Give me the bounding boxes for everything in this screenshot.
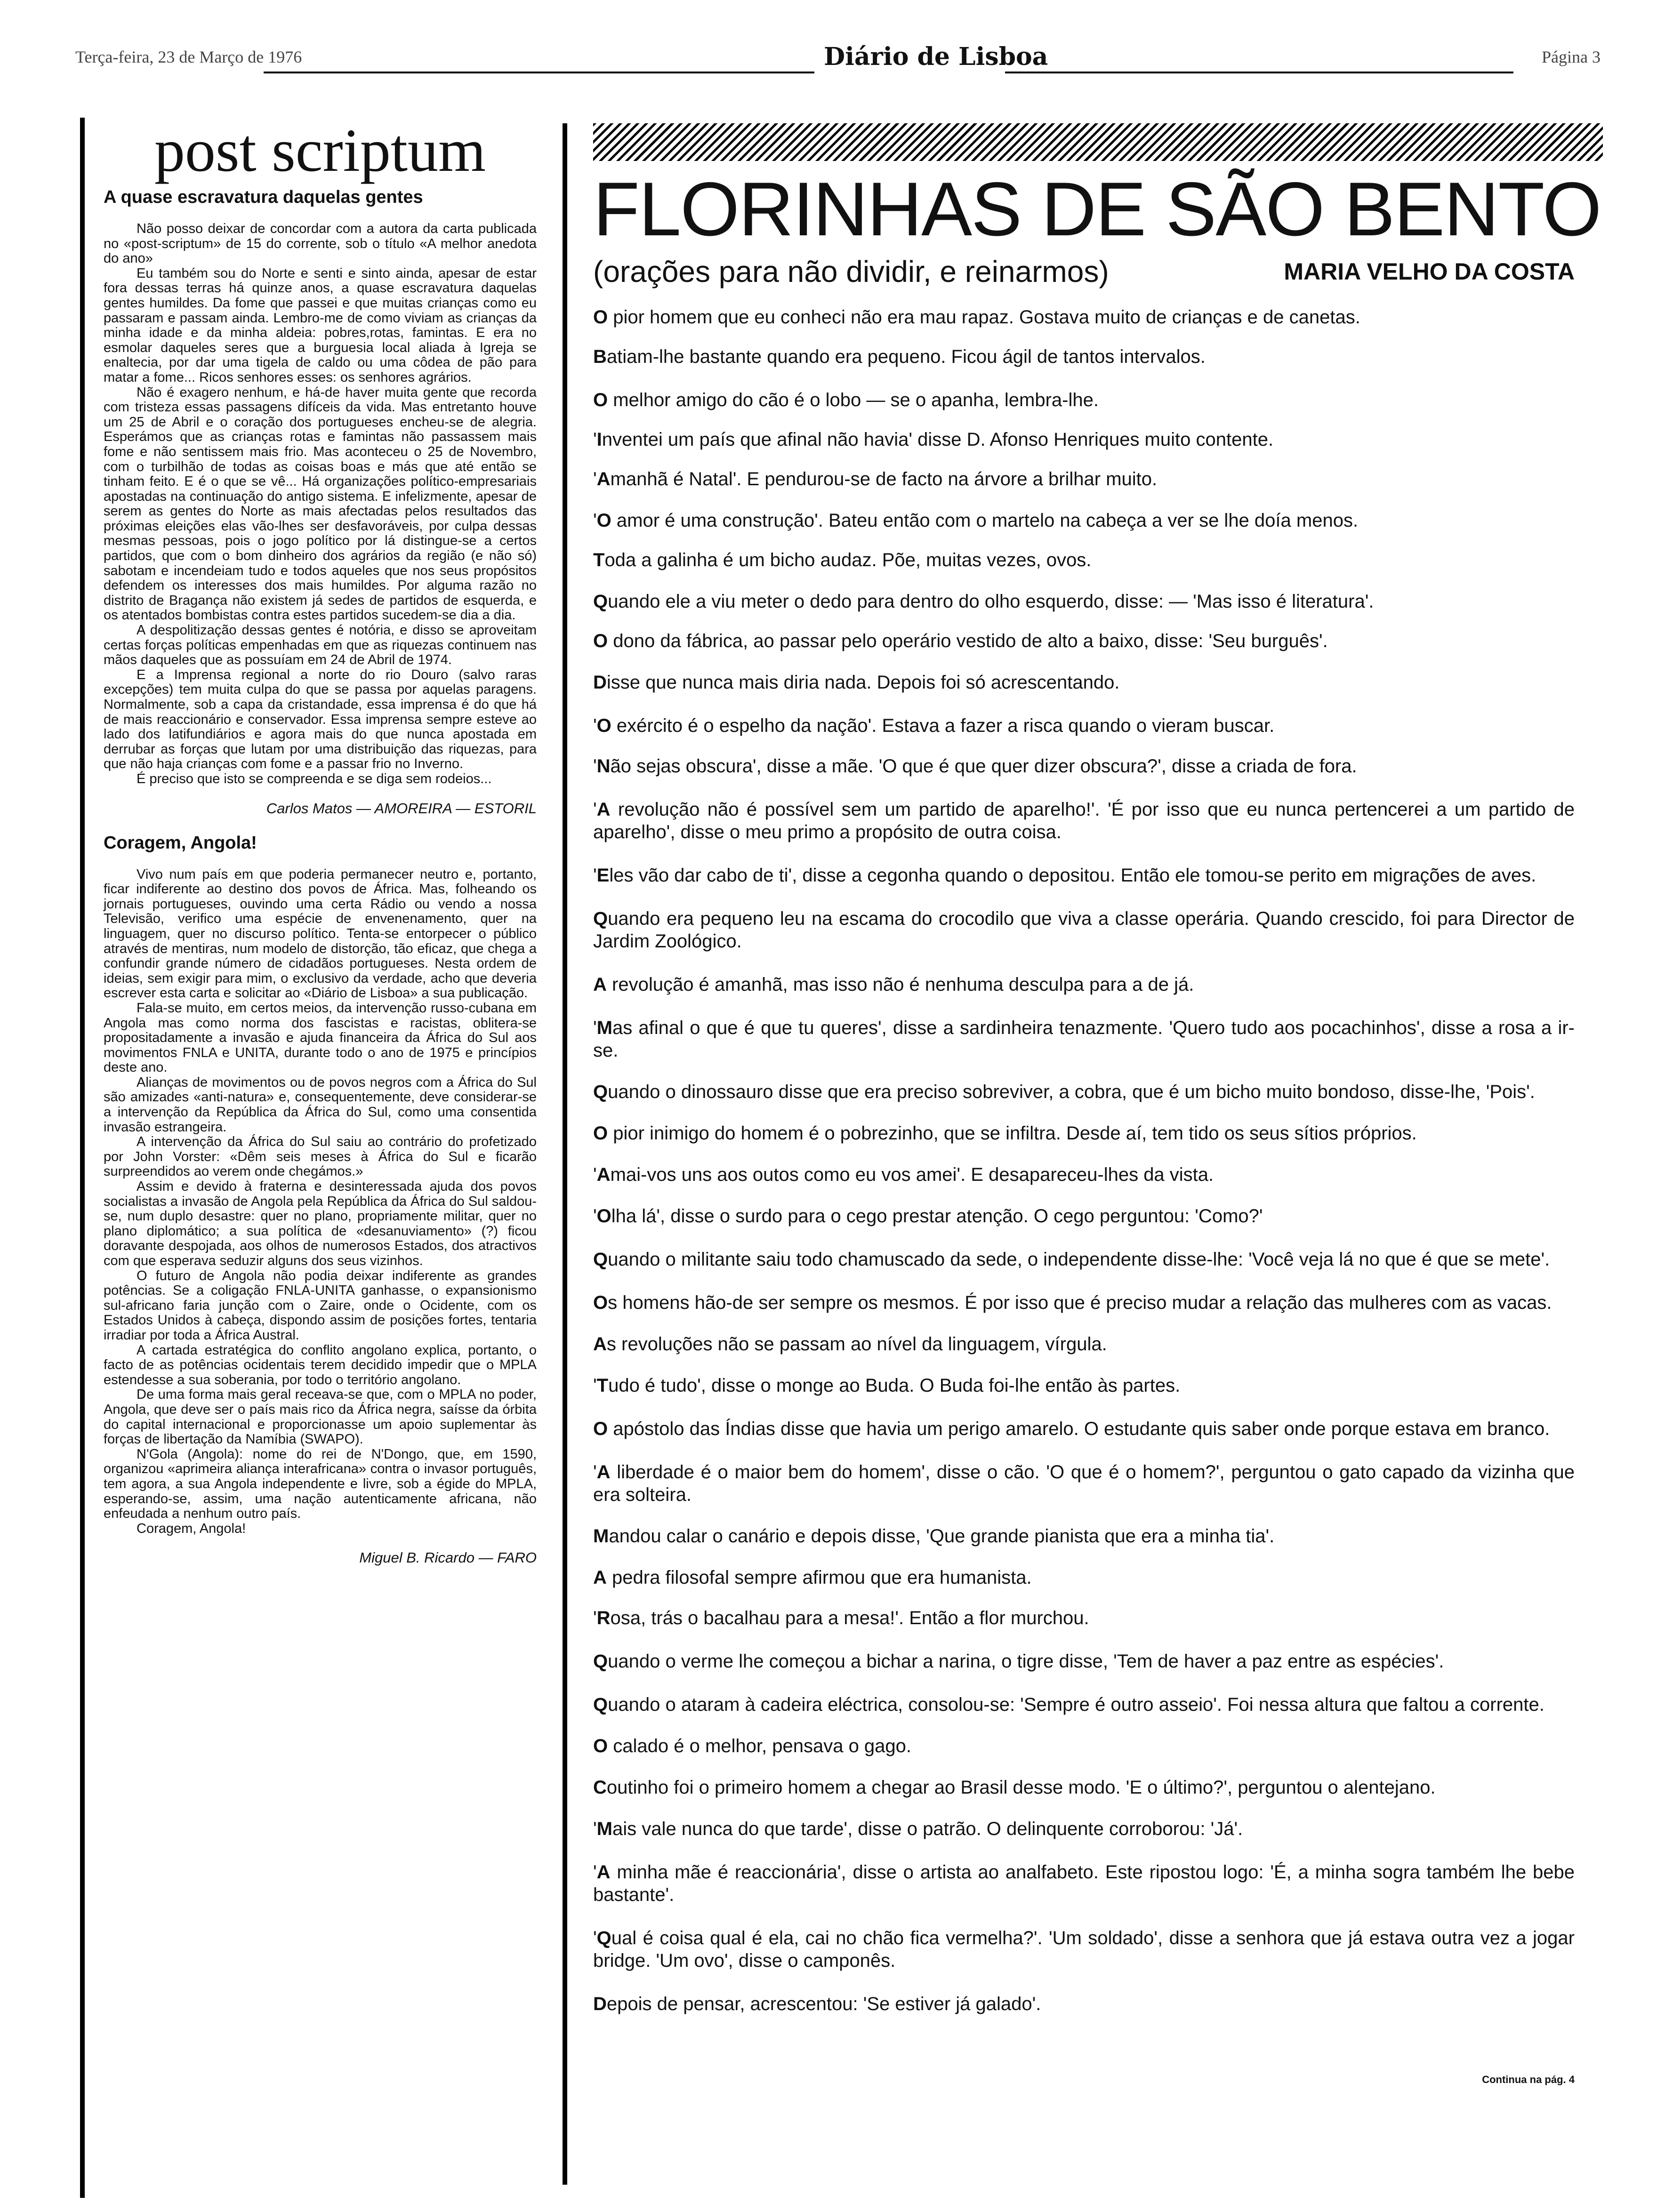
aphorism-item: O pior inimigo do homem é o pobrezinho, que se infiltra. Desde aí, tem tido os seus sítios próprios.	[593, 1123, 1417, 1144]
aphorism-item: 'O amor é uma construção'. Bateu então com o martelo na cabeça a ver se lhe doía menos.	[593, 510, 1359, 531]
letter-paragraph: Assim e devido à fraterna e desinteressada ajuda dos povos socialistas a invasão de Angola pela República da África do Sul saldou-se, num duplo desastre: quer no plano, propriamente militar, quer no plano diplomático; a sua política de «desanuviamento» (?) ficou doravante despojada, aos olhos de numerosos Estados, dos atractivos com que esperava seduzir alguns dos seus vizinhos.	[104, 1179, 537, 1268]
article-subheader	[593, 254, 1603, 292]
continuation-note: Continua na pág. 4	[1482, 2074, 1575, 2085]
aphorism-item: Mandou calar o canário e depois disse, 'Que grande pianista que era a minha tia'.	[593, 1526, 1275, 1547]
aphorism-item: Quando ele a viu meter o dedo para dentro do olho esquerdo, disse: — 'Mas isso é literatura'.	[593, 591, 1374, 612]
letter-body	[104, 222, 537, 787]
post-scriptum-column	[80, 118, 537, 2198]
letter-paragraph: Coragem, Angola!	[137, 1521, 246, 1536]
letter-paragraph: A cartada estratégica do conflito angolano explica, portanto, o facto de as potências ocidentais terem decidido impedir que o MPLA estendesse a sua soberania, por todo o território angolano.	[104, 1342, 537, 1387]
letter-paragraph: Fala-se muito, em certos meios, da intervenção russo-cubana em Angola mas como norma dos fascistas e racistas, oblitera-se propositadamente a invasão e ajuda financeira da África do Sul aos movimentos FNLA e UNITA, durante todo o ano de 1975 e princípios deste ano.	[104, 1000, 537, 1075]
letter-paragraph: E a Imprensa regional a norte do rio Douro (salvo raras excepções) tem muita culpa do que se passa por aquelas paragens. Normalmente, sob a capa da cristandade, essa imprensa é do que há de mais reaccionário e conservador. Essa imprensa sempre esteve ao lado dos latifundiários e agora mais do que nunca apostada em derrubar as forças que lutam por uma distribuição das riquezas, para que não haja crianças com fome e a passar frio no Inverno.	[104, 667, 537, 772]
letter-paragraph: Não posso deixar de concordar com a autora da carta publicada no «post-scriptum» de 15 do corrente, sob o título «A melhor anedota do ano»	[104, 221, 537, 266]
aphorism-item: 'A liberdade é o maior bem do homem', disse o cão. 'O que é o homem?', perguntou o gato capado da vizinha que era solteira.	[593, 1462, 1575, 1505]
letter-paragraph: A intervenção da África do Sul saiu ao contrário do profetizado por John Vorster: «Dêm seis meses à África do Sul e ficarão surpreendidos ao verem onde chegámos.»	[104, 1134, 537, 1179]
article-subtitle: (orações para não dividir, e reinarmos)	[593, 255, 1109, 289]
masthead	[75, 42, 1601, 75]
aphorism-item: O dono da fábrica, ao passar pelo operário vestido de alto a baixo, disse: 'Seu burguês'.	[593, 631, 1328, 651]
aphorism-item: Coutinho foi o primeiro homem a chegar ao Brasil desse modo. 'E o último?', perguntou o alentejano.	[593, 1777, 1436, 1798]
aphorism-item: Quando o dinossauro disse que era preciso sobreviver, a cobra, que é um bicho muito bondoso, disse-lhe, 'Pois'.	[593, 1082, 1535, 1102]
aphorism-item: 'Rosa, trás o bacalhau para a mesa!'. Então a flor murchou.	[593, 1608, 1089, 1628]
aphorism-item: O melhor amigo do cão é o lobo — se o apanha, lembra-lhe.	[593, 390, 1099, 410]
letter-paragraph: Vivo num país em que poderia permanecer neutro e, portanto, ficar indiferente ao destino dos povos de África. Mas, folheando os jornais portugueses, ouvindo uma certa Rádio ou vendo a nossa Televisão, verifico uma espécie de envenenamento, quer na linguagem, quer no discurso político. Tenta-se entorpecer o público através de mentiras, num modelo de distorção, tão eficaz, que chega a confundir grande número de cidadãos portugueses. Nesta ordem de ideias, sem exigir para mim, o exclusivo da verdade, acho que deveria escrever esta carta e solicitar ao «Diário de Lisboa» a sua publicação.	[104, 866, 537, 1001]
aphorism-item: A revolução é amanhã, mas isso não é nenhuma desculpa para a de já.	[593, 974, 1194, 995]
letter-paragraph: De uma forma mais geral receava-se que, com o MPLA no poder, Angola, que deve ser o país mais rico da África negra, saísse da órbita do capital internacional e proporcionasse um apoio suplementar às forças de libertação da Namíbia (SWAPO).	[104, 1387, 537, 1447]
aphorism-item: 'O exército é o espelho da nação'. Estava a fazer a risca quando o vieram buscar.	[593, 715, 1275, 736]
aphorism-item: Batiam-lhe bastante quando era pequeno. Ficou ágil de tantos intervalos.	[593, 346, 1206, 367]
aphorism-item: Quando o verme lhe começou a bichar a narina, o tigre disse, 'Tem de haver a paz entre as espécies'.	[593, 1651, 1444, 1672]
aphorism-item: Disse que nunca mais diria nada. Depois foi só acrescentando.	[593, 672, 1120, 693]
aphorism-item: 'Não sejas obscura', disse a mãe. 'O que é que quer dizer obscura?', disse a criada de fora.	[593, 756, 1357, 777]
aphorism-item: Quando era pequeno leu na escama do crocodilo que viva a classe operária. Quando crescido, foi para Director de Jardim Zoológico.	[593, 908, 1575, 952]
issue-date: Terça-feira, 23 de Março de 1976	[75, 48, 302, 66]
aphorism-item: 'Olha lá', disse o surdo para o cego prestar atenção. O cego perguntou: 'Como?'	[593, 1206, 1263, 1226]
letter-paragraph: Não é exagero nenhum, e há-de haver muita gente que recorda com tristeza essas passagens difíceis da vida. Mas entretanto houve um 25 de Abril e o coração dos portugueses encheu-se de alegria. Esperámos que as crianças rotas e famintas não passassem mais fome e não sentissem mais frio. Mas aconteceu o 25 de Novembro, com o turbilhão de todas as coisas boas e más que até então se tinham feito. E é o que se vê... Há organizações político-empresariais apostadas na continuação do antigo sistema. E infelizmente, apesar de serem as gentes do Norte as mais afectadas pelos resultados das próximas eleições elas vão-lhes ser desfavoráveis, por culpa dessas mesmas pessoas, pois o jogo político por lá distingue-se a certos partidos, que com o bom dinheiro dos agrários da região (e não só) sabotam e incendeiam tudo e todos aqueles que nos seus propósitos defendem os interesses dos mais humildes. Por alguma razão no distrito de Bragança não existem já sedes de partidos de esquerda, e os atentados bombistas contra estes partidos sucedem-se dia a dia.	[104, 385, 537, 623]
aphorism-item: Depois de pensar, acrescentou: 'Se estiver já galado'.	[593, 1994, 1041, 2014]
aphorism-item: Toda a galinha é um bicho audaz. Põe, muitas vezes, ovos.	[593, 550, 1092, 570]
page-number: Página 3	[1542, 48, 1601, 66]
masthead-rule-left	[264, 72, 814, 73]
aphorism-item: 'Amanhã é Natal'. E pendurou-se de facto na árvore a brilhar muito.	[593, 469, 1158, 489]
aphorism-item: Quando o militante saiu todo chamuscado da sede, o independente disse-lhe: 'Você veja lá no que é que se mete'.	[593, 1249, 1550, 1270]
section-title: post scriptum	[154, 117, 486, 184]
aphorism-item: 'Tudo é tudo', disse o monge ao Buda. O Buda foi-lhe então às partes.	[593, 1375, 1181, 1396]
aphorism-item: 'A revolução não é possível sem um partido de aparelho!'. 'É por isso que eu nunca pertencerei a um partido de aparelho', disse o meu primo a propósito de outra coisa.	[593, 799, 1575, 842]
article-author: MARIA VELHO DA COSTA	[1284, 258, 1575, 285]
letter-signature: Carlos Matos — AMOREIRA — ESTORIL	[266, 800, 537, 817]
newspaper-name: Diário de Lisboa	[824, 42, 1048, 71]
article-title: FLORINHAS DE SÃO BENTO	[593, 167, 1601, 252]
aphorism-item: 'Eles vão dar cabo de ti', disse a cegonha quando o depositou. Então ele tomou-se perito em migrações de aves.	[593, 865, 1536, 886]
letter-paragraph: É preciso que isto se compreenda e se diga sem rodeios...	[137, 771, 492, 786]
aphorism-list	[593, 306, 1603, 2015]
aphorism-item: A pedra filosofal sempre afirmou que era humanista.	[593, 1567, 1032, 1588]
aphorism-item: 'Mais vale nunca do que tarde', disse o patrão. O delinquente corroborou: 'Já'.	[593, 1819, 1243, 1839]
aphorism-item: O pior homem que eu conheci não era mau rapaz. Gostava muito de crianças e de canetas.	[593, 307, 1360, 328]
letter-paragraph: O futuro de Angola não podia deixar indiferente as grandes potências. Se a coligação FNLA-UNITA ganhasse, o expansionismo sul-africano faria junção com o Zaire, onde o Ocidente, com os Estados Unidos à cabeça, dispondo assim de posições fortes, tentaria irradiar por toda a África Austral.	[104, 1268, 537, 1343]
letter-heading: Coragem, Angola!	[104, 833, 257, 853]
article-column	[563, 123, 1603, 2185]
aphorism-item: Os homens hão-de ser sempre os mesmos. É por isso que é preciso mudar a relação das mulheres com as vacas.	[593, 1292, 1552, 1313]
letter-paragraph: A despolitização dessas gentes é notória, e disso se aproveitam certas forças políticas empenhadas em que as riquezas continuem nas mãos daqueles que as possuíam em 24 de Abril de 1974.	[104, 623, 537, 668]
letter-paragraph: Eu também sou do Norte e senti e sinto ainda, apesar de estar fora dessas terras há quinze anos, a quase escravatura daquelas gentes humildes. Da fome que passei e que muitas crianças como eu passaram e passam ainda. Lembro-me de como viviam as crianças da minha idade e da minha aldeia: pobres,rotas, famintas. E era no esmolar daqueles seres que a burguesia local aliada à Igreja se enaltecia, por dar uma tigela de caldo ou uma côdea de pão para matar a fome... Ricos senhores esses: os senhores agrários.	[104, 265, 537, 385]
letter-paragraph: Alianças de movimentos ou de povos negros com a África do Sul são amizades «anti-natura» e, consequentemente, deve considerar-se a intervenção da República da África do Sul, como uma consentida invasão estrangeira.	[104, 1074, 537, 1135]
aphorism-item: As revoluções não se passam ao nível da linguagem, vírgula.	[593, 1334, 1107, 1354]
letter-heading: A quase escravatura daquelas gentes	[104, 187, 423, 207]
aphorism-item: Quando o ataram à cadeira eléctrica, consolou-se: 'Sempre é outro asseio'. Foi nessa altura que faltou a corrente.	[593, 1694, 1544, 1715]
aphorism-item: 'Amai-vos uns aos outos como eu vos amei'. E desapareceu-lhes da vista.	[593, 1164, 1214, 1185]
hatched-banner	[593, 123, 1603, 161]
aphorism-item: 'A minha mãe é reaccionária', disse o artista ao analfabeto. Este ripostou logo: 'É, a minha sogra também lhe bebe bastante'.	[593, 1862, 1575, 1905]
letter-paragraph: N'Gola (Angola): nome do rei de N'Dongo, que, em 1590, organizou «aprimeira aliança interafricana» contra o invasor português, tem agora, a sua Angola independente e livre, sob a égide do MPLA, esperando-se, assim, uma nação autenticamente africana, não enfeudada a nenhum outro país.	[104, 1446, 537, 1522]
aphorism-item: 'Inventei um país que afinal não havia' disse D. Afonso Henriques muito contente.	[593, 429, 1274, 450]
aphorism-item: 'Mas afinal o que é que tu queres', disse a sardinheira tenazmente. 'Quero tudo aos pocachinhos', disse a rosa a ir-se.	[593, 1018, 1575, 1061]
letter-signature: Miguel B. Ricardo — FARO	[359, 1549, 537, 1566]
masthead-rule-right	[1005, 72, 1513, 73]
aphorism-item: 'Qual é coisa qual é ela, cai no chão fica vermelha?'. 'Um soldado', disse a senhora que já estava outra vez a jogar bridge. 'Um ovo', disse o camponês.	[593, 1928, 1575, 1971]
aphorism-item: O calado é o melhor, pensava o gago.	[593, 1736, 912, 1756]
aphorism-item: O apóstolo das Índias disse que havia um perigo amarelo. O estudante quis saber onde porque estava em branco.	[593, 1419, 1550, 1439]
letter-body	[104, 867, 537, 1537]
